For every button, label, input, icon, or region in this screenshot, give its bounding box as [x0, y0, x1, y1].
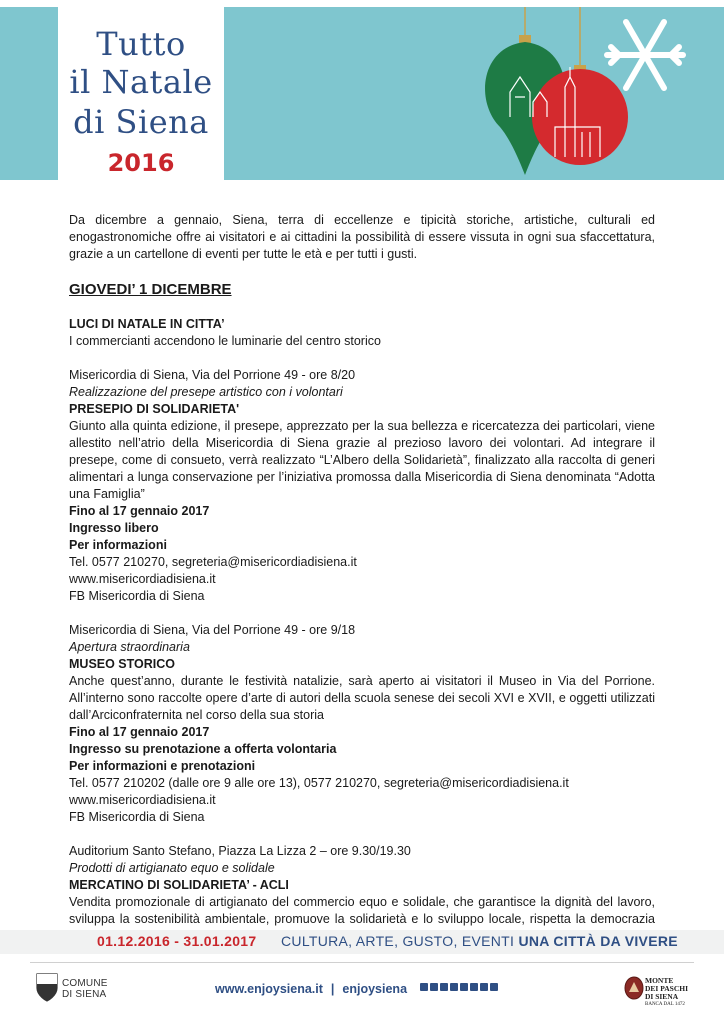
comune-shield-icon	[36, 972, 58, 1002]
website-link[interactable]: www.enjoysiena.it	[215, 982, 323, 996]
instagram-icon[interactable]	[450, 983, 458, 991]
event-contact[interactable]: Tel. 0577 210202 (dalle ore 9 alle ore 13), 0577 210270, segreteria@misericordiadisiena.it	[69, 776, 569, 790]
event-title: MUSEO STORICO	[69, 657, 176, 671]
facebook-icon[interactable]	[420, 983, 428, 991]
bank-line3: DI SIENA	[645, 992, 679, 1001]
bank-crest-icon	[624, 976, 644, 1000]
bank-line4: BANCA DAL 1472	[645, 1002, 685, 1007]
event-website-link[interactable]: www.misericordiadisiena.it	[69, 572, 216, 586]
event-title: LUCI DI NATALE IN CITTA’	[69, 317, 225, 331]
event-item	[69, 367, 655, 605]
twitter-icon[interactable]	[430, 983, 438, 991]
tagline-regular: CULTURA, ARTE, GUSTO, EVENTI	[281, 933, 515, 949]
event-dates: 01.12.2016 - 31.01.2017	[97, 933, 257, 949]
comune-line1: COMUNE	[62, 978, 108, 989]
event-title: MERCATINO DI SOLIDARIETA’ - ACLI	[69, 878, 289, 892]
event-location: Misericordia di Siena, Via del Porrione 49 - ore 9/18	[69, 623, 356, 637]
main-content	[69, 212, 655, 945]
bank-line1: MONTE	[645, 976, 674, 985]
youtube-logo-icon[interactable]	[490, 983, 498, 991]
event-info-label: Per informazioni e prenotazioni	[69, 759, 256, 773]
tripadvisor-icon[interactable]	[460, 983, 468, 991]
event-subtitle: Apertura straordinaria	[69, 640, 190, 654]
event-description: I commercianti accendono le luminarie del centro storico	[69, 334, 381, 348]
event-item	[69, 316, 655, 350]
logo-title-line1: Tutto	[96, 25, 186, 63]
social-handle[interactable]: enjoysiena	[342, 982, 408, 996]
googleplus-icon[interactable]	[480, 983, 488, 991]
event-until: Fino al 17 gennaio 2017	[69, 725, 210, 739]
comune-line2: DI SIENA	[62, 989, 107, 1000]
footer-web-links	[215, 982, 407, 996]
event-admission: Ingresso su prenotazione a offerta volontaria	[69, 742, 337, 756]
header-banner	[0, 7, 724, 180]
day-heading: GIOVEDI’ 1 DICEMBRE	[69, 281, 232, 298]
footer-tagline-bar	[0, 930, 724, 954]
event-logo	[58, 7, 224, 180]
logo-title-line2: il Natale	[69, 63, 213, 101]
event-website-link[interactable]: www.misericordiadisiena.it	[69, 793, 216, 807]
comune-logo-text	[62, 978, 108, 1000]
event-facebook: FB Misericordia di Siena	[69, 589, 205, 603]
youtube-icon[interactable]	[440, 983, 448, 991]
event-contact[interactable]: Tel. 0577 210270, segreteria@misericordiadisiena.it	[69, 555, 357, 569]
event-item	[69, 622, 655, 826]
event-admission: Ingresso libero	[69, 521, 159, 535]
footer-separator: |	[330, 982, 335, 996]
event-description: Giunto alla quinta edizione, il presepe, apprezzato per la sua bellezza e ricercatezza dei particolari, viene allestito nell’atrio della Misericordia di Siena grazie al prezioso lavoro dei volontari. Ad integrare il presepe, come di consueto, verrà realizzato “L’Albero della Solidarietà”, finalizzato alla raccolta di generi alimentari a lunga conservazione per l’iniziativa promossa dalla Misericordia di Siena denominata “Adotta una Famiglia”	[69, 419, 655, 501]
logo-title-line3: di Siena	[73, 103, 209, 141]
bank-logo-text	[645, 977, 688, 1009]
event-subtitle: Prodotti di artigianato equo e solidale	[69, 861, 275, 875]
event-until: Fino al 17 gennaio 2017	[69, 504, 210, 518]
tagline-bold: UNA CITTÀ DA VIVERE	[518, 933, 678, 949]
event-description: Vendita promozionale di artigianato del commercio equo e solidale, che garantisce la dignità del lavoro, sviluppa la sostenibilità ambientale, promuove la solidarietà e lo sviluppo locale, rispetta la democrazia	[69, 895, 655, 926]
event-description: Anche quest’anno, durante le festività natalizie, sarà aperto ai visitatori il Museo in Via del Porrione. All’interno sono raccolte opere d’arte di autori della scuola senese dei secoli XVI e XVII, e oggetti utilizzati dall’Arciconfraternita nel corso della sua storia	[69, 674, 655, 722]
social-icons	[420, 983, 498, 991]
logo-year: 2016	[107, 149, 175, 177]
event-facebook: FB Misericordia di Siena	[69, 810, 205, 824]
tagline	[281, 933, 678, 949]
bank-line2: DEI PASCHI	[645, 984, 688, 993]
event-info-label: Per informazioni	[69, 538, 167, 552]
footer-divider	[30, 962, 694, 963]
event-location: Misericordia di Siena, Via del Porrione 49 - ore 8/20	[69, 368, 356, 382]
christmas-ornaments-illustration	[470, 7, 700, 180]
event-title: PRESEPIO DI SOLIDARIETA'	[69, 402, 240, 416]
event-subtitle: Realizzazione del presepe artistico con i volontari	[69, 385, 343, 399]
event-location: Auditorium Santo Stefano, Piazza La Lizza 2 – ore 9.30/19.30	[69, 844, 411, 858]
intro-paragraph: Da dicembre a gennaio, Siena, terra di eccellenze e tipicità storiche, artistiche, culturali ed enogastronomiche offre ai visitatori e ai cittadini la possibilità di essere vissuta in ogni sua sfaccettatura, grazie a un cartellone di eventi per tutte le età e per tutti i gusti.	[69, 213, 655, 261]
pinterest-icon[interactable]	[470, 983, 478, 991]
